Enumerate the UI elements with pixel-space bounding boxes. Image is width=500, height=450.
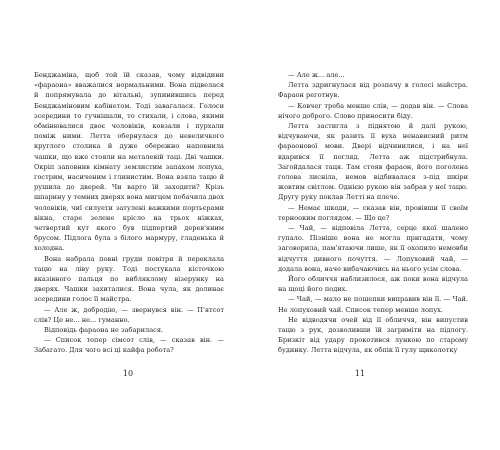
paragraph: — Ковчег треба менше слів, — додав він. — Слова нічого доброго. Слово приносити біду. bbox=[278, 101, 468, 120]
paragraph: Летта здригнулася від розпачу в голосі майстра. Фараон реготнув. bbox=[278, 81, 468, 100]
paragraph: — Чай, — відповіла Летта, серце якої шалено гупало. Пізніше вона не могла пригадати, чому заговорила, пам'ятаючи лише, як її охопило немовби відчуття дивного почуття. — Лопуховий чай, — додала вона, наче вибачаючись на нього усім слова. bbox=[278, 224, 468, 273]
paragraph: Не відводячи очей від її обличчя, він випустив тацю з рук, дозволивши їй загриміти на підлогу. Бризкіт від удару прокотився лункою по старому будинку. Летта відчула, як обпік її гулу щиколотку bbox=[278, 315, 468, 355]
right-page bbox=[250, 0, 500, 450]
paragraph: Летта застигла з піднятою й далі рукою, відчуваючи, як разить її вуха ненависний ритм фараонової мови. Двері відчинилися, і на неї вдарився її погляд. Летта аж підстрибнула. Загойдалася таця. Там стояв фараон, його поголена голова лисніла, немов відбивалася з-під шкіри жовтим світлом. Однією рукою він забрав у неї тацю. Другу руку поклав Летті на плече. bbox=[278, 122, 468, 202]
paragraph: — Чай, — мало не пошепки виправив він її. — Чай. Не лопуховий чай. Список тепер менше лопух. bbox=[278, 295, 468, 314]
right-page-text bbox=[278, 70, 468, 356]
left-page-text bbox=[34, 70, 224, 356]
paragraph: — Але ж, добродію, — звернувся він. — П'ятсот слів? Це не... не... гуманно. bbox=[34, 305, 224, 324]
page-number: 11 bbox=[354, 369, 366, 378]
paragraph: Його обличчя наблизилося, аж поки вона відчула на щоці його подих. bbox=[278, 275, 468, 294]
paragraph: Бенджаміна, щоб той їй сказав, чому відвідини «фараона» вважалися нормальними. Вона підвелася й попрямувала до вітальні, зупинившись перед Бенджаміновим кабінетом. Тоді завагалася. Голоси зсередини то гучнішали, то стихали, і слова, якими обмінювалися двоє чоловіків, ковзали і пурхали поміж ними. Летта обернулася до невеличкого круглого столика й дуже обережно наповнила чашки, що вже стояли на металевій таці. Дві чашки. Окріп заповнив кімнату землистим запахом лопуха, гострим, насиченим і глинистим. Вона взяла тацю й рушила до дверей. Чи варто їй заходити? Крізь шпарину у темних дверях вона мигцем побачила двох чоловіків, чиї силуети затулені важкими портьєрами вікна, старе зелене крісло на трьох ніжках, четвертий кут якого був підпертий дерев'яним брусом. Підлога була з білого мармуру, гладенька й холодна. bbox=[34, 71, 224, 253]
paragraph: Вона набрала повні груди повітря й переклала тацю на ліву руку. Тоді постукала кісточкою вказівного пальця по вибляклому візерунку на дверях. Чашки захиталися. Вона чула, як долинає зсередини голос її майстра. bbox=[34, 254, 224, 304]
paragraph: — Немає шкоди, — сказав він, провівши її своїм тернооким поглядом. — Що це? bbox=[278, 203, 468, 222]
page-number: 10 bbox=[122, 369, 134, 378]
paragraph: — Список тепер сімсот слів, — сказав він. — Забагато. Для чого всі ці кайфа робота? bbox=[34, 336, 224, 355]
paragraph: Відповідь фараона не забарилася. bbox=[44, 326, 164, 335]
paragraph: — Але ж... але... bbox=[288, 71, 345, 79]
